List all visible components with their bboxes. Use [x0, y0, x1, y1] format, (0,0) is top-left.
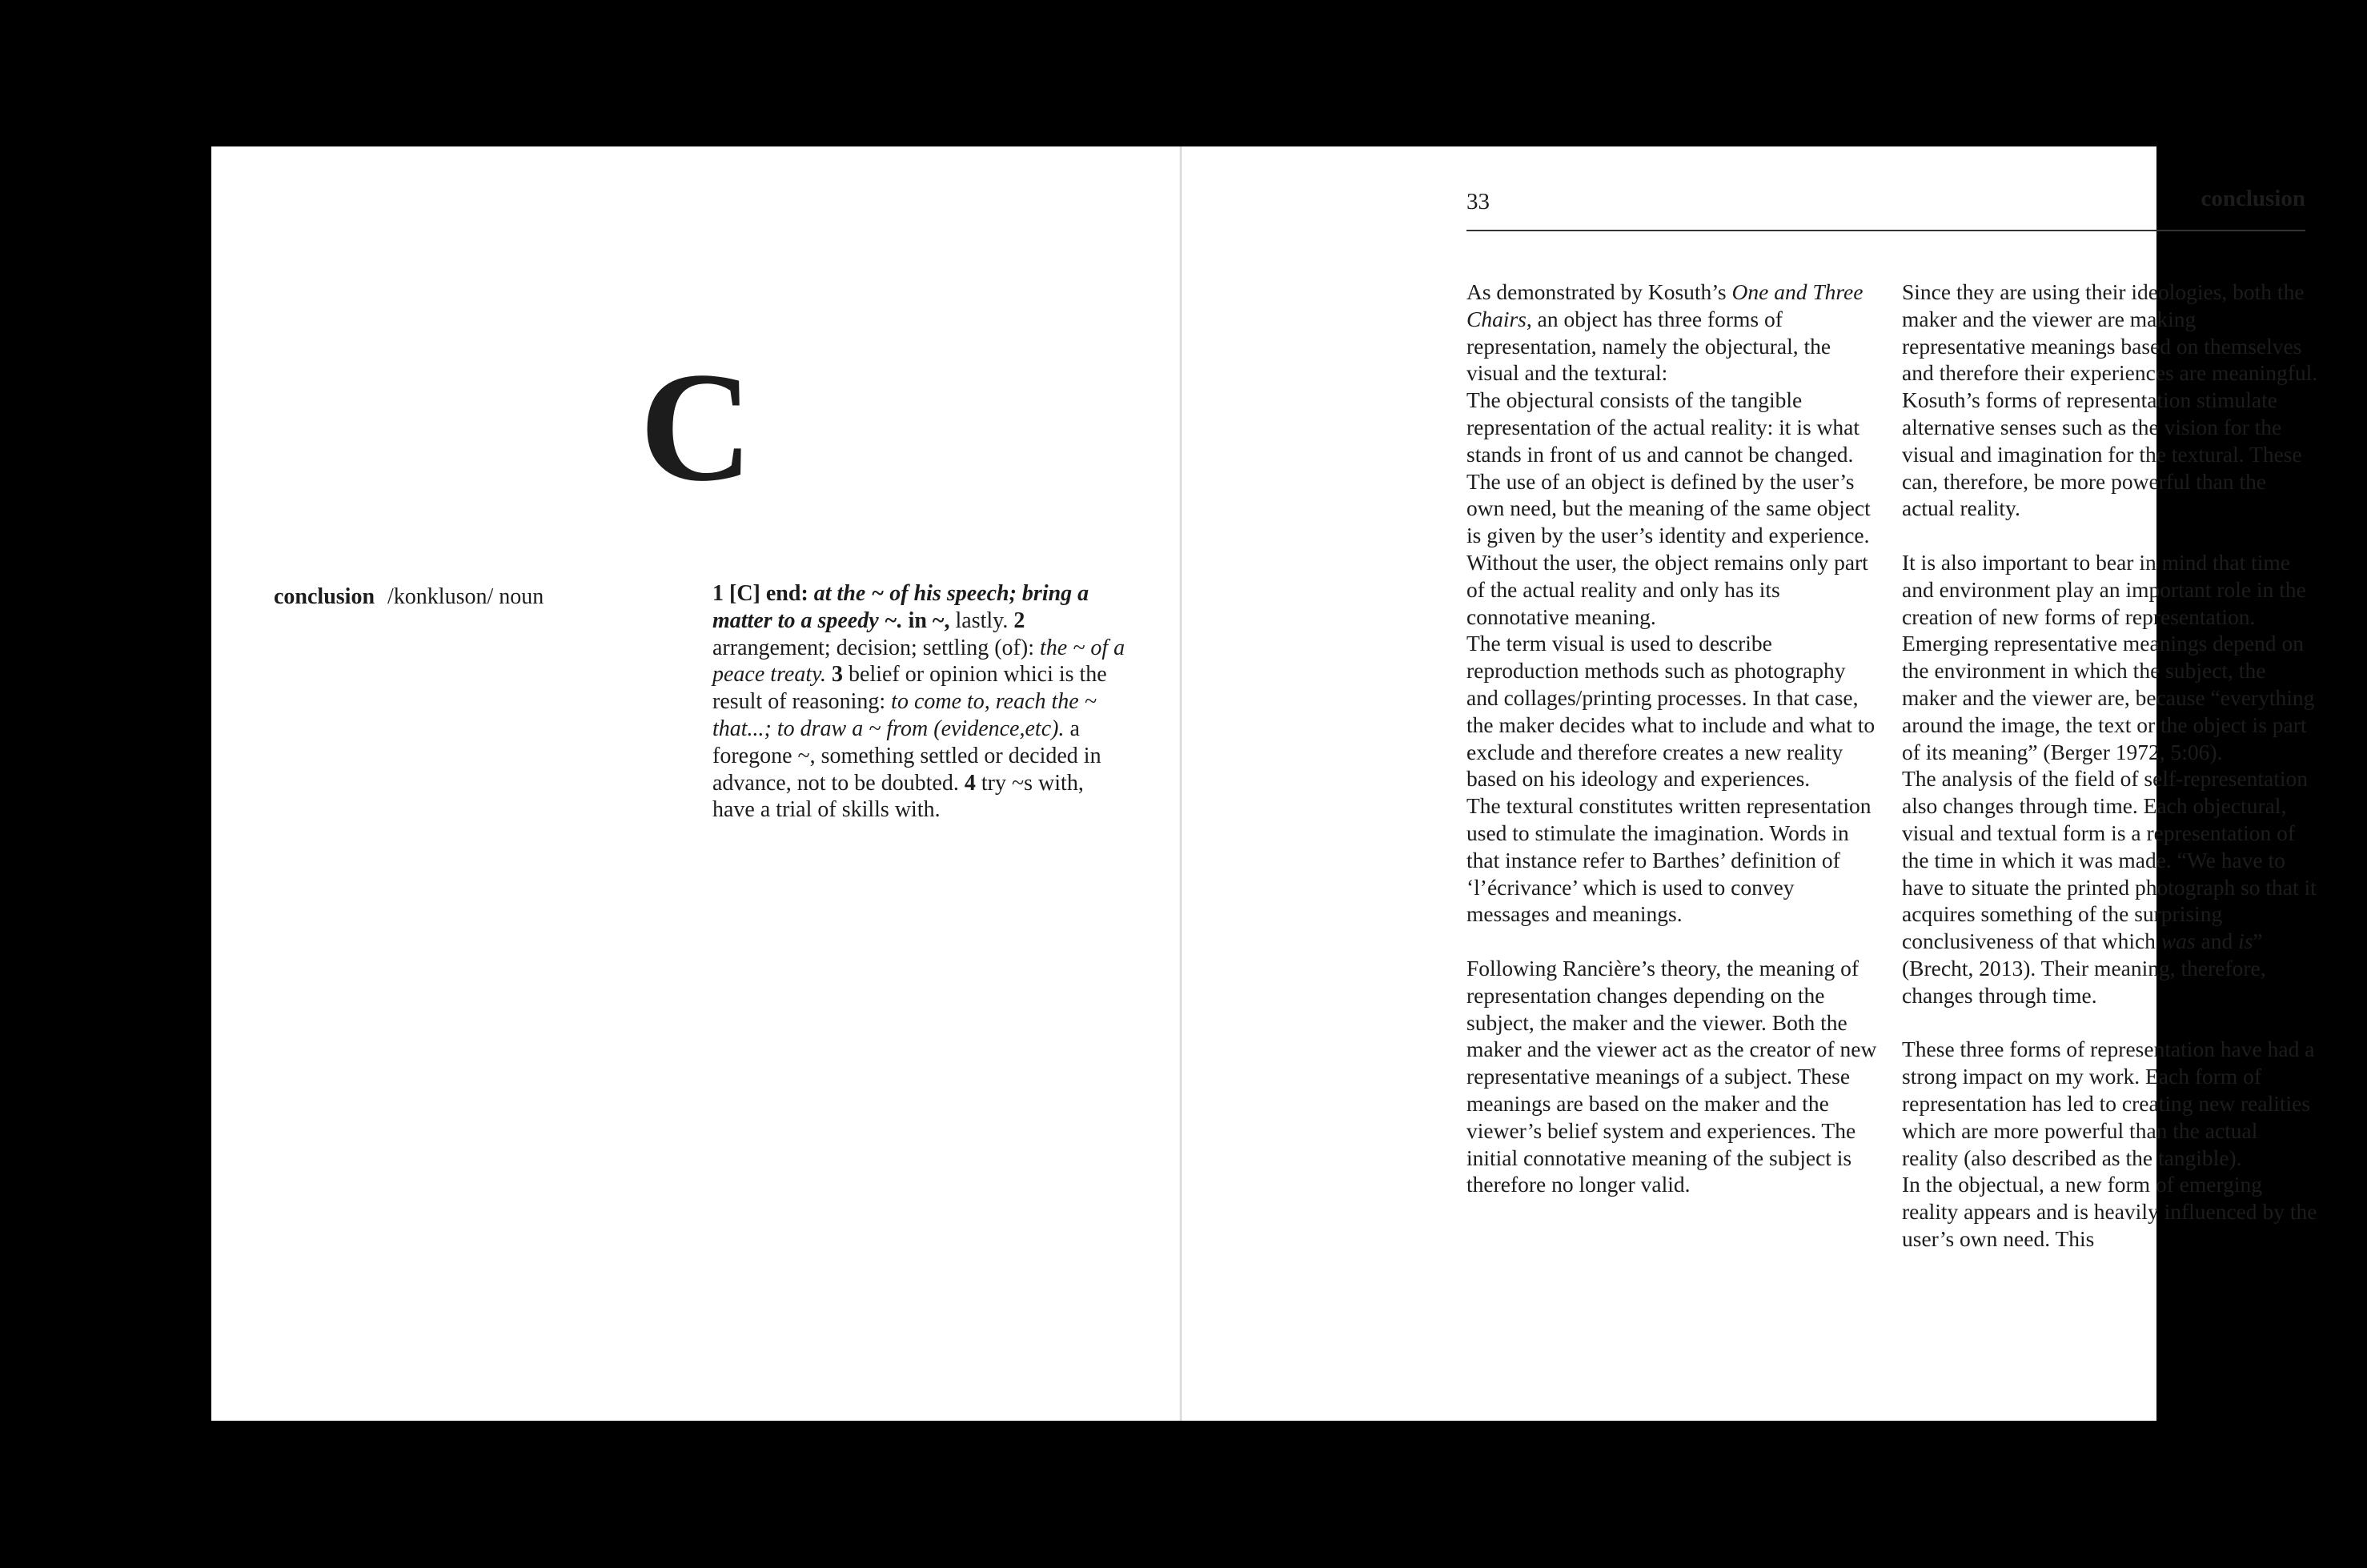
- page-number: 33: [1466, 189, 1490, 215]
- paragraph: The term visual is used to describe reproduction methods such as photography and collages/printing processes. In that case, the maker decides what to include and what to exclude and therefore creates a new reality based on his ideology and experiences.: [1466, 631, 1876, 792]
- paragraph: In the objectual, a new form of emerging reality appears and is heavily influenced by the user’s own need. This: [1902, 1172, 2317, 1251]
- section-letter: C: [640, 340, 753, 514]
- text-column-left: [1466, 279, 1883, 1198]
- text-column-right: [1902, 279, 2318, 1253]
- running-title: conclusion: [2201, 186, 2305, 211]
- paragraph: Following Rancière’s theory, the meaning of representation changes depending on the subject, the maker and the viewer. Both the maker and the viewer act as the creator of new representative meanings of a subject. These meanings are based on the maker and the viewer’s belief system and experiences. The initial connotative meaning of the subject is therefore no longer valid.: [1466, 955, 1877, 1197]
- paragraph: Since they are using their ideologies, both the maker and the viewer are making representative meanings based on themselves and therefore their experiences are meaningful.: [1902, 279, 2318, 386]
- running-head: [1466, 184, 2305, 224]
- paragraph: Kosuth’s forms of representation stimulate alternative senses such as the vision for the visual and imagination for the textural. These can, therefore, be more powerful than the actual reality.: [1902, 387, 2302, 521]
- paragraph: The analysis of the field of self-representation also changes through time. Each objectural, visual and textual form is a representation of the time in which it was made. “We have to have to situate the printed photograph so that it acquires something of the surprising conclusiveness of that which was and is” (Brecht, 2013). Their meaning, therefore, changes through time.: [1902, 766, 2317, 1008]
- right-page: [1181, 146, 2318, 1421]
- paragraph: As demonstrated by Kosuth’s One and Three Chairs, an object has three forms of representation, namely the objectural, the visual and the textural:: [1466, 279, 1864, 386]
- paragraph: These three forms of representation have had a strong impact on my work. Each form of representation has led to creating new realities which are more powerful than the actual reality (also described as the tangible).: [1902, 1037, 2315, 1170]
- paragraph: The textural constitutes written representation used to stimulate the imagination. Words in that instance refer to Barthes’ definition of ‘l’écrivance’ which is used to convey messages and meanings.: [1466, 793, 1872, 927]
- paragraph: It is also important to bear in mind that time and environment play an important role in the creation of new forms of representation. Emerging representative meanings depend on the environment in which the subject, the maker and the viewer are, because “everything around the image, the text or the object is part of its meaning” (Berger 1972, 5:06).: [1902, 549, 2315, 764]
- left-page: [211, 146, 1180, 1421]
- pronunciation: /konkluson/ noun: [387, 584, 544, 609]
- dictionary-definition: 1 [C] end: at the ~ of his speech; bring a matter to a speedy ~. in ~, lastly. 2 arrangement; decision; settling (of): the ~ of a peace treaty. 3 belief or opinion whici is the result of reasoning: to come to, reach the ~ that...; to draw a ~ from (evidence,etc). a foregone ~, something settled or decided in advance, not to be doubted. 4 try ~s with, have a trial of skills with.: [712, 581, 1125, 823]
- headword: conclusion: [274, 584, 375, 609]
- header-rule: [1466, 230, 2305, 231]
- dictionary-headword-line: [274, 583, 544, 611]
- paragraph: The objectural consists of the tangible representation of the actual reality: it is what stands in front of us and cannot be changed. The use of an object is defined by the user’s own need, but the meaning of the same object is given by the user’s identity and experience. Without the user, the object remains only part of the actual reality and only has its connotative meaning.: [1466, 387, 1871, 629]
- book-spread: [211, 146, 2318, 1421]
